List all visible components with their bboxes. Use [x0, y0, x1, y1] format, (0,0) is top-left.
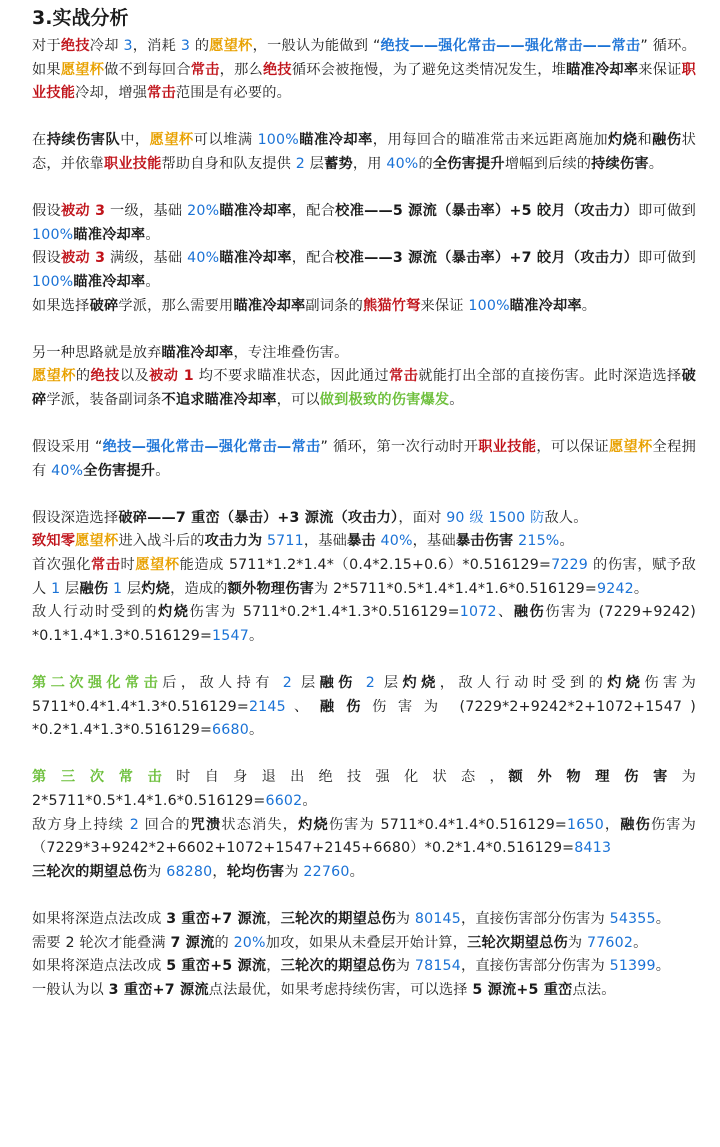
text-span: ，一般认为能做到 “ [252, 38, 381, 54]
highlight-blue: 22760 [303, 863, 350, 880]
highlight-red: 职业技能 [478, 439, 537, 456]
highlight-b: 瞄准冷却率 [298, 132, 373, 149]
highlight-blue: 6680 [212, 722, 249, 739]
highlight-b: 瞄准冷却率 [73, 273, 146, 290]
text-line [32, 436, 696, 483]
highlight-b: 瞄准冷却率 [566, 61, 639, 78]
highlight-red: 绝技 [262, 61, 292, 78]
highlight-red: 被动 1 [149, 368, 194, 385]
highlight-b: 灼烧 [402, 675, 440, 692]
highlight-blue: 2 [282, 675, 293, 692]
text-span: 假设 [32, 203, 61, 220]
highlight-b: 三轮次的期望总伤 [280, 958, 396, 975]
highlight-b: 3 重峦+7 源流 [108, 981, 209, 998]
text-span: ，配合 [291, 250, 336, 267]
highlight-blueb: 绝技——强化常击——强化常击——常击 [380, 38, 641, 54]
text-span: ，敌人行动时受到的 [439, 675, 608, 692]
highlight-b: 不追求瞄准冷却率 [161, 391, 277, 408]
text-line [32, 932, 696, 956]
text-span: 副词条的 [305, 297, 363, 314]
text-span: 。 [302, 793, 317, 809]
text-line [32, 35, 696, 106]
text-span: 层 [292, 675, 320, 692]
highlight-blue: 51399 [609, 958, 656, 975]
text-line [32, 861, 696, 885]
text-span: 、 [285, 698, 320, 715]
highlight-b: 校准——5 源流（暴击率）+5 皎月（攻击力） [335, 203, 639, 220]
highlight-blue: 1 [51, 580, 61, 597]
text-span: 的 [214, 934, 234, 951]
text-span: 首次强化 [32, 557, 92, 574]
paragraph-gap [32, 318, 696, 342]
highlight-b: 蓄势 [324, 155, 353, 172]
text-span: 即可做到 [638, 203, 696, 220]
text-span: 层 [60, 580, 80, 597]
highlight-blue: 100% [468, 297, 510, 314]
text-span: 范围是有必要的。 [175, 85, 292, 102]
highlight-b: 全伤害提升 [432, 155, 505, 172]
text-line [32, 507, 696, 531]
highlight-green: 做到极致的伤害爆发 [319, 391, 450, 408]
highlight-b: 全伤害提升 [83, 462, 156, 479]
text-span: ， [266, 958, 281, 975]
highlight-green: 第二次强化常击 [32, 675, 163, 692]
highlight-blue: 2 [365, 675, 375, 692]
text-span: ，基础 [412, 533, 456, 550]
text-span: 能造成 5711*1.2*1.4*（0.4*2.15+0.6）*0.516129= [179, 557, 552, 574]
paragraph-gap [32, 743, 696, 767]
paragraph-gap [32, 106, 696, 130]
text-span: 伤害为 (7229+9242) *0.1*1.4*1.3*0.516129= [32, 604, 697, 644]
highlight-b: 瞄准冷却率 [161, 344, 234, 361]
highlight-b: 5 源流+5 重峦 [472, 981, 573, 998]
highlight-red: 被动 3 [60, 203, 106, 220]
highlight-red: 常击 [91, 557, 121, 574]
text-span: 层 [122, 580, 142, 597]
text-span: 对于 [32, 38, 61, 54]
text-line [32, 908, 696, 932]
text-span: 在 [32, 132, 47, 149]
article-body [32, 35, 696, 1002]
highlight-blue: 80145 [414, 910, 462, 927]
highlight-red: 绝技 [90, 368, 120, 385]
highlight-blue: 20% [187, 203, 220, 220]
highlight-blue: 7229 [551, 557, 588, 574]
text-span: 学派，装备副词条 [46, 391, 162, 408]
text-span: 做不到每回合 [104, 61, 191, 78]
text-span: ，用 [352, 155, 387, 172]
text-line [32, 955, 696, 979]
text-span: ， [266, 910, 281, 927]
text-span: 层 [374, 675, 403, 692]
highlight-blue: 40% [380, 533, 413, 550]
text-span: ， [603, 816, 621, 833]
highlight-b: 瞄准冷却率 [219, 203, 292, 220]
highlight-b: 暴击伤害 [455, 533, 514, 550]
text-span: ，直接伤害部分伤害为 [461, 958, 610, 975]
text-span: 一般认为以 [32, 981, 109, 998]
highlight-b: 瞄准冷却率 [233, 297, 306, 314]
paragraph-gap [32, 413, 696, 437]
highlight-b: 瞄准冷却率 [509, 297, 582, 314]
highlight-blue: 1650 [567, 816, 604, 833]
highlight-b: 轮均伤害 [226, 863, 285, 880]
text-span: 层 [304, 155, 325, 172]
text-span: 时 [120, 557, 136, 574]
highlight-gold: 愿望杯 [608, 439, 653, 456]
highlight-b: 灼烧 [608, 132, 638, 149]
highlight-b: 灼烧 [298, 816, 329, 833]
text-span: 伤害为 5711*0.4*1.4*0.516129= [328, 816, 568, 833]
text-span: 另一种思路就是放弃 [32, 344, 162, 361]
text-span: ，消耗 [132, 38, 181, 54]
text-span: 可以堆满 [193, 132, 258, 149]
text-span: 点法。 [572, 981, 616, 998]
text-span: 伤害为 5711*0.4*1.4*1.3*0.516129= [32, 675, 697, 715]
text-span: 以及 [119, 368, 150, 385]
highlight-b: 融伤 [652, 132, 682, 149]
text-line [32, 530, 696, 554]
text-span: ，可以 [276, 391, 320, 408]
highlight-blue: 3 [123, 38, 133, 54]
text-span: 。 [655, 910, 671, 927]
text-span: 为 2*5711*0.5*1.4*1.4*1.6*0.516129= [313, 580, 597, 597]
text-span: ，造成的 [170, 580, 228, 597]
highlight-b: 持续伤害 [591, 155, 649, 172]
text-span: 满级，基础 [105, 250, 188, 267]
highlight-blue: 40% [187, 250, 220, 267]
text-span: 为 2*5711*0.5*1.4*1.6*0.516129= [32, 769, 696, 809]
text-span: 状态，并依靠 [32, 132, 696, 172]
text-span: 如果将深造点法改成 [32, 910, 167, 927]
highlight-blue: 100% [32, 273, 74, 290]
text-span: 就能打出全部的直接伤害。此时深造选择 [418, 368, 682, 385]
highlight-b: 融伤 [79, 580, 109, 597]
highlight-blue: 2 [129, 816, 139, 833]
text-line [32, 554, 696, 601]
highlight-blue: 215% [518, 533, 560, 550]
text-span: 来保证 [638, 61, 682, 78]
highlight-blue: 77602 [586, 934, 634, 951]
highlight-b: 灼烧 [607, 675, 645, 692]
text-span: 来保证 [420, 297, 469, 314]
text-span: 如果选择 [32, 297, 90, 314]
text-span: ” 循环。如果 [32, 38, 696, 78]
text-span: 进入战斗后的 [118, 533, 205, 550]
highlight-b: 破碎 [32, 368, 696, 408]
paragraph-gap [32, 483, 696, 507]
text-span: ，直接伤害部分伤害为 [461, 910, 610, 927]
text-span: 均不要求瞄准状态，因此通过 [193, 368, 389, 385]
text-span: ， [212, 863, 227, 880]
text-span: 敌方身上持续 [32, 816, 130, 833]
highlight-blue: 2145 [248, 698, 286, 715]
text-line [32, 766, 696, 813]
highlight-b: 5 重峦+5 源流 [166, 958, 267, 975]
text-line [32, 129, 696, 176]
text-line [32, 200, 696, 247]
text-span: 。 [145, 273, 160, 290]
text-line [32, 247, 696, 294]
text-line [32, 295, 696, 319]
text-span: 。 [648, 155, 664, 172]
text-span: 伤害为 5711*0.2*1.4*1.3*0.516129= [189, 604, 460, 621]
text-span: 后，敌人持有 [162, 675, 283, 692]
text-span: 。 [248, 722, 264, 739]
highlight-blue: 68280 [166, 863, 213, 880]
highlight-b: 持续伤害队 [46, 132, 121, 149]
highlight-blue: 1547 [212, 627, 249, 644]
text-span: 假设 [32, 250, 61, 267]
text-span: 为 [147, 863, 167, 880]
highlight-b: 融伤 [620, 816, 651, 833]
highlight-gold: 愿望杯 [32, 368, 76, 385]
text-span: 帮助自身和队友提供 [161, 155, 296, 172]
highlight-blue: 100% [32, 226, 74, 243]
text-line [32, 342, 696, 366]
text-span: ” 循环，第一次行动时开 [320, 439, 479, 456]
text-span: 。 [145, 226, 160, 243]
highlight-b: 额外物理伤害 [227, 580, 314, 597]
highlight-blue: 8413 [574, 840, 612, 857]
highlight-red: 熊猫竹弩 [362, 297, 421, 314]
text-span: ，可以保证 [536, 439, 609, 456]
highlight-green: 第 三 次 常 击 [32, 769, 167, 786]
text-span: 敌人。 [544, 509, 588, 526]
text-span: 加攻，如果从未叠层开始计算， [265, 934, 468, 951]
highlight-b: 融伤 [319, 675, 357, 692]
highlight-red: 被动 3 [60, 250, 106, 267]
text-span: 的 [75, 368, 91, 385]
text-span: 。 [155, 462, 170, 479]
highlight-b: 瞄准冷却率 [219, 250, 292, 267]
highlight-b: 灼烧 [158, 604, 190, 621]
text-span: 。 [559, 533, 574, 550]
highlight-b: 融 伤 [319, 698, 364, 715]
text-line [32, 979, 696, 1003]
section-title: 3.实战分析 [32, 7, 129, 29]
highlight-b: 灼烧 [141, 580, 171, 597]
text-span: 的伤害，赋予敌人 [32, 557, 696, 597]
highlight-blue: 90 级 1500 防 [446, 509, 545, 526]
text-span: 。 [349, 863, 364, 880]
highlight-red: 职业技能 [103, 155, 162, 172]
highlight-blue: 9242 [597, 580, 634, 597]
paragraph-gap [32, 648, 696, 672]
text-span: ，那么 [219, 61, 263, 78]
highlight-blue: 5711 [266, 533, 304, 550]
highlight-red: 职业技能 [32, 61, 696, 102]
text-span: 增幅到后续的 [504, 155, 592, 172]
highlight-blue: 1 [112, 580, 123, 597]
text-span: 为 [395, 958, 415, 975]
highlight-blue: 78154 [414, 958, 462, 975]
text-line [32, 365, 696, 412]
highlight-blue: 3 [180, 38, 191, 54]
text-line [32, 672, 696, 743]
text-span: 。 [633, 580, 649, 597]
text-span: ，用每回合的瞄准常击来远距离施加 [372, 132, 609, 149]
text-span: 伤 害 为 (7229*2+9242*2+1072+1547 ) *0.2*1.4*1.3*0.516129= [32, 698, 696, 739]
text-span: 。 [449, 391, 464, 408]
text-span: 冷却 [89, 38, 124, 54]
text-span: 中， [120, 132, 150, 149]
text-span: 为 [395, 910, 415, 927]
text-span: 。 [655, 958, 671, 975]
text-line [32, 814, 696, 861]
text-span: 、 [496, 604, 514, 621]
highlight-gold: 愿望杯 [149, 132, 194, 149]
text-span: 学派，那么需要用 [118, 297, 234, 314]
highlight-blue: 2 [295, 155, 305, 172]
highlight-gold: 愿望杯 [209, 38, 253, 54]
highlight-red: 常击 [147, 85, 176, 102]
highlight-red: 致知零 [32, 533, 76, 550]
text-span: 和 [637, 132, 653, 149]
text-span: 。 [633, 934, 648, 951]
highlight-b: 融伤 [513, 604, 546, 621]
highlight-blueb: 绝技—强化常击—强化常击—常击 [102, 439, 321, 456]
text-span: ，配合 [291, 203, 336, 220]
text-span: 假设深造选择 [32, 509, 119, 526]
text-span: 需要 2 轮次才能叠满 [32, 934, 171, 951]
highlight-b: 三轮次期望总伤 [467, 934, 568, 951]
text-span: 的 [190, 38, 210, 54]
highlight-b: 破碎 [89, 297, 119, 314]
text-span: 时 自 身 退 出 绝 技 强 化 状 态 ， [166, 769, 509, 786]
highlight-blue: 40% [51, 462, 84, 479]
highlight-b: 额 外 物 理 伤 害 [508, 769, 673, 786]
paragraph-gap [32, 884, 696, 908]
highlight-blue: 1072 [459, 604, 497, 621]
text-span: 即可做到 [638, 250, 696, 267]
text-span: 假设采用 “ [32, 439, 103, 456]
highlight-b: 三轮次的期望总伤 [32, 863, 148, 880]
text-span: 。 [248, 627, 264, 644]
highlight-b: 暴击 [347, 533, 376, 550]
text-span: 伤害为（7229*3+9242*2+6602+1072+1547+2145+6680）*0.2*1.4*0.516129= [32, 816, 697, 857]
highlight-b: 瞄准冷却率 [73, 226, 146, 243]
text-span: 点法最优，如果考虑持续伤害，可以选择 [208, 981, 473, 998]
highlight-red: 常击 [190, 61, 220, 78]
paragraph-gap [32, 177, 696, 201]
highlight-blue: 40% [386, 155, 419, 172]
highlight-blue: 100% [257, 132, 299, 149]
text-span: 的 [418, 155, 433, 172]
text-span: 敌人行动时受到的 [32, 604, 158, 621]
highlight-red: 绝技 [60, 38, 90, 54]
highlight-b: 攻击力为 [204, 533, 263, 550]
text-span: 如果将深造点法改成 [32, 958, 167, 975]
highlight-b: 3 重峦+7 源流 [166, 910, 267, 927]
highlight-blue: 6602 [265, 793, 303, 809]
highlight-blue: 54355 [609, 910, 656, 927]
text-span: 状态消失， [221, 816, 299, 833]
highlight-b: 7 源流 [170, 934, 215, 951]
highlight-b: 咒溃 [190, 816, 222, 833]
text-span: 。 [581, 297, 597, 314]
text-span [357, 675, 366, 691]
text-span: 全程拥有 [32, 439, 696, 479]
text-span: ，专注堆叠伤害。 [233, 344, 349, 361]
highlight-b: 破碎——7 重峦（暴击）+3 源流（攻击力） [118, 509, 399, 526]
text-span: 冷却，增强 [75, 85, 148, 102]
text-line [32, 601, 696, 648]
text-span: 一级，基础 [105, 203, 188, 220]
highlight-gold: 愿望杯 [75, 533, 119, 550]
highlight-b: 三轮次的期望总伤 [280, 910, 396, 927]
highlight-b: 校准——3 源流（暴击率）+7 皎月（攻击力） [335, 250, 639, 267]
highlight-gold: 愿望杯 [60, 61, 105, 78]
highlight-gold: 愿望杯 [135, 557, 180, 574]
text-span: ，面对 [398, 509, 447, 526]
text-span: ，基础 [303, 533, 348, 550]
highlight-red: 常击 [388, 368, 419, 385]
highlight-blue: 20% [233, 934, 266, 951]
text-span: 为 [284, 863, 304, 880]
text-span: 循环会被拖慢，为了避免这类情况发生，堆 [291, 61, 567, 78]
text-span: 回合的 [138, 816, 191, 833]
text-span: 为 [567, 934, 587, 951]
